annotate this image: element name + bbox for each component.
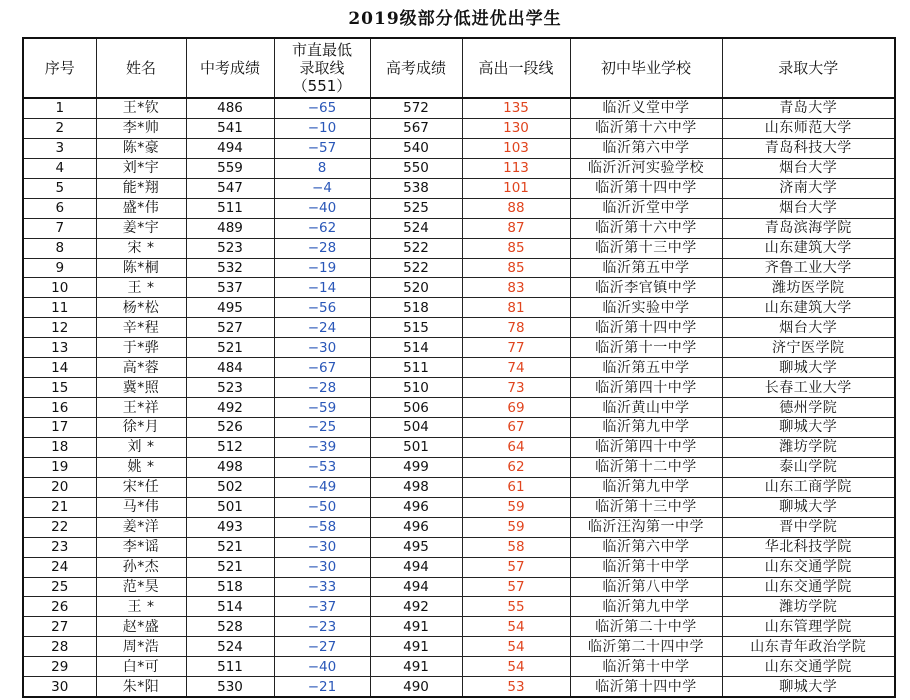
cell-name: 陈*桐 [96, 258, 186, 278]
cell-zhongkao: 486 [186, 98, 274, 118]
cell-no: 10 [23, 278, 96, 298]
cell-zhongkao: 524 [186, 637, 274, 657]
table-row [23, 398, 895, 418]
cell-school: 临沂第十一中学 [570, 338, 722, 358]
cell-diff: −49 [274, 477, 370, 497]
cell-gaokao: 491 [370, 657, 462, 677]
header-row [23, 38, 895, 98]
cell-name: 盛*伟 [96, 198, 186, 218]
cell-zhongkao: 541 [186, 118, 274, 138]
cell-name: 周*浩 [96, 637, 186, 657]
cell-zhongkao: 494 [186, 138, 274, 158]
cell-university: 德州学院 [722, 398, 895, 418]
cell-name: 孙*杰 [96, 557, 186, 577]
cell-diff: −27 [274, 637, 370, 657]
cell-above: 130 [462, 118, 570, 138]
cell-diff: −67 [274, 358, 370, 378]
cell-school: 临沂第八中学 [570, 577, 722, 597]
cell-university: 华北科技学院 [722, 537, 895, 557]
cell-school: 临沂第九中学 [570, 418, 722, 438]
cell-zhongkao: 528 [186, 617, 274, 637]
cell-diff: −21 [274, 677, 370, 697]
cell-university: 潍坊医学院 [722, 278, 895, 298]
cell-no: 16 [23, 398, 96, 418]
cell-school: 临沂第五中学 [570, 258, 722, 278]
cell-university: 长春工业大学 [722, 378, 895, 398]
cell-above: 53 [462, 677, 570, 697]
cell-no: 6 [23, 198, 96, 218]
cell-gaokao: 490 [370, 677, 462, 697]
table-row [23, 437, 895, 457]
cell-zhongkao: 511 [186, 657, 274, 677]
header-gaokao: 高考成绩 [370, 38, 462, 98]
cell-name: 能*翔 [96, 178, 186, 198]
cell-above: 74 [462, 358, 570, 378]
cell-above: 67 [462, 418, 570, 438]
table-row [23, 118, 895, 138]
cell-diff: −53 [274, 457, 370, 477]
cell-university: 山东建筑大学 [722, 238, 895, 258]
cell-above: 113 [462, 158, 570, 178]
table-row [23, 677, 895, 697]
cell-no: 17 [23, 418, 96, 438]
cell-university: 晋中学院 [722, 517, 895, 537]
cell-name: 辛*程 [96, 318, 186, 338]
cell-name: 宋 * [96, 238, 186, 258]
cell-no: 20 [23, 477, 96, 497]
cell-diff: −14 [274, 278, 370, 298]
cell-gaokao: 514 [370, 338, 462, 358]
cell-gaokao: 504 [370, 418, 462, 438]
cell-above: 55 [462, 597, 570, 617]
cell-university: 山东管理学院 [722, 617, 895, 637]
cell-diff: −62 [274, 218, 370, 238]
table-row [23, 298, 895, 318]
cell-school: 临沂第十中学 [570, 657, 722, 677]
cell-no: 9 [23, 258, 96, 278]
cell-above: 54 [462, 617, 570, 637]
cell-no: 15 [23, 378, 96, 398]
cell-zhongkao: 514 [186, 597, 274, 617]
cell-university: 齐鲁工业大学 [722, 258, 895, 278]
cell-gaokao: 550 [370, 158, 462, 178]
cell-above: 87 [462, 218, 570, 238]
header-min-line-1: 市直最低 [291, 41, 352, 59]
cell-university: 聊城大学 [722, 418, 895, 438]
cell-university: 聊城大学 [722, 358, 895, 378]
cell-diff: −40 [274, 198, 370, 218]
cell-diff: −40 [274, 657, 370, 677]
cell-no: 26 [23, 597, 96, 617]
cell-diff: −30 [274, 338, 370, 358]
cell-university: 山东青年政治学院 [722, 637, 895, 657]
cell-university: 山东师范大学 [722, 118, 895, 138]
table-row [23, 338, 895, 358]
header-university: 录取大学 [722, 38, 895, 98]
cell-school: 临沂第六中学 [570, 138, 722, 158]
cell-school: 临沂黄山中学 [570, 398, 722, 418]
header-above: 高出一段线 [462, 38, 570, 98]
cell-no: 25 [23, 577, 96, 597]
table-row [23, 318, 895, 338]
cell-university: 烟台大学 [722, 198, 895, 218]
cell-no: 14 [23, 358, 96, 378]
cell-name: 马*伟 [96, 497, 186, 517]
cell-diff: −30 [274, 537, 370, 557]
table-row [23, 98, 895, 118]
cell-no: 11 [23, 298, 96, 318]
cell-zhongkao: 484 [186, 358, 274, 378]
cell-above: 135 [462, 98, 570, 118]
cell-no: 22 [23, 517, 96, 537]
cell-diff: 8 [274, 158, 370, 178]
cell-diff: −56 [274, 298, 370, 318]
cell-no: 18 [23, 437, 96, 457]
cell-name: 姜*宇 [96, 218, 186, 238]
cell-school: 临沂第六中学 [570, 537, 722, 557]
cell-no: 5 [23, 178, 96, 198]
cell-gaokao: 522 [370, 238, 462, 258]
cell-no: 19 [23, 457, 96, 477]
cell-diff: −65 [274, 98, 370, 118]
table-row [23, 238, 895, 258]
cell-above: 85 [462, 238, 570, 258]
cell-name: 白*可 [96, 657, 186, 677]
cell-school: 临沂第十六中学 [570, 218, 722, 238]
cell-above: 69 [462, 398, 570, 418]
header-school: 初中毕业学校 [570, 38, 722, 98]
cell-university: 青岛科技大学 [722, 138, 895, 158]
cell-gaokao: 499 [370, 457, 462, 477]
cell-zhongkao: 518 [186, 577, 274, 597]
cell-above: 59 [462, 497, 570, 517]
cell-name: 李*谣 [96, 537, 186, 557]
table-row [23, 617, 895, 637]
cell-gaokao: 494 [370, 577, 462, 597]
cell-above: 83 [462, 278, 570, 298]
cell-gaokao: 522 [370, 258, 462, 278]
cell-school: 临沂沂堂中学 [570, 198, 722, 218]
cell-school: 临沂第十三中学 [570, 238, 722, 258]
cell-zhongkao: 492 [186, 398, 274, 418]
cell-name: 姜*洋 [96, 517, 186, 537]
cell-no: 12 [23, 318, 96, 338]
cell-diff: −30 [274, 557, 370, 577]
cell-university: 山东工商学院 [722, 477, 895, 497]
cell-above: 78 [462, 318, 570, 338]
cell-above: 88 [462, 198, 570, 218]
cell-school: 临沂第十六中学 [570, 118, 722, 138]
cell-name: 李*帅 [96, 118, 186, 138]
cell-school: 临沂第四十中学 [570, 378, 722, 398]
cell-school: 临沂第十四中学 [570, 677, 722, 697]
cell-diff: −33 [274, 577, 370, 597]
cell-above: 73 [462, 378, 570, 398]
header-name: 姓名 [96, 38, 186, 98]
cell-no: 8 [23, 238, 96, 258]
cell-above: 85 [462, 258, 570, 278]
cell-above: 101 [462, 178, 570, 198]
cell-name: 于*骅 [96, 338, 186, 358]
cell-name: 冀*照 [96, 378, 186, 398]
cell-zhongkao: 521 [186, 557, 274, 577]
cell-name: 朱*阳 [96, 677, 186, 697]
cell-zhongkao: 511 [186, 198, 274, 218]
cell-school: 临沂第十三中学 [570, 497, 722, 517]
table-row [23, 218, 895, 238]
cell-above: 57 [462, 577, 570, 597]
cell-university: 山东建筑大学 [722, 298, 895, 318]
cell-zhongkao: 501 [186, 497, 274, 517]
cell-diff: −58 [274, 517, 370, 537]
cell-gaokao: 492 [370, 597, 462, 617]
cell-school: 临沂第十四中学 [570, 318, 722, 338]
cell-university: 聊城大学 [722, 497, 895, 517]
cell-gaokao: 496 [370, 497, 462, 517]
cell-no: 7 [23, 218, 96, 238]
cell-diff: −4 [274, 178, 370, 198]
cell-name: 陈*豪 [96, 138, 186, 158]
cell-university: 烟台大学 [722, 158, 895, 178]
cell-above: 77 [462, 338, 570, 358]
cell-diff: −50 [274, 497, 370, 517]
cell-university: 济南大学 [722, 178, 895, 198]
page-title: 2019级部分低进优出学生 [348, 9, 562, 29]
cell-gaokao: 538 [370, 178, 462, 198]
cell-university: 山东交通学院 [722, 577, 895, 597]
cell-university: 泰山学院 [722, 457, 895, 477]
cell-university: 山东交通学院 [722, 557, 895, 577]
cell-zhongkao: 527 [186, 318, 274, 338]
cell-diff: −37 [274, 597, 370, 617]
cell-no: 28 [23, 637, 96, 657]
cell-no: 24 [23, 557, 96, 577]
header-no: 序号 [23, 38, 96, 98]
cell-university: 青岛滨海学院 [722, 218, 895, 238]
cell-school: 临沂义堂中学 [570, 98, 722, 118]
table-row [23, 258, 895, 278]
cell-zhongkao: 493 [186, 517, 274, 537]
cell-no: 2 [23, 118, 96, 138]
cell-above: 54 [462, 637, 570, 657]
cell-school: 临沂第二十四中学 [570, 637, 722, 657]
table-row [23, 178, 895, 198]
cell-no: 3 [23, 138, 96, 158]
cell-school: 临沂沂河实验学校 [570, 158, 722, 178]
cell-above: 64 [462, 437, 570, 457]
cell-diff: −19 [274, 258, 370, 278]
cell-school: 临沂第五中学 [570, 358, 722, 378]
table-row [23, 198, 895, 218]
cell-zhongkao: 495 [186, 298, 274, 318]
cell-name: 范*昊 [96, 577, 186, 597]
table-row [23, 517, 895, 537]
cell-school: 临沂第十二中学 [570, 457, 722, 477]
cell-gaokao: 518 [370, 298, 462, 318]
table-row [23, 577, 895, 597]
table-row [23, 557, 895, 577]
cell-diff: −25 [274, 418, 370, 438]
cell-zhongkao: 559 [186, 158, 274, 178]
cell-gaokao: 510 [370, 378, 462, 398]
cell-gaokao: 511 [370, 358, 462, 378]
header-min-line-3: （551） [292, 77, 352, 95]
cell-gaokao: 525 [370, 198, 462, 218]
cell-gaokao: 524 [370, 218, 462, 238]
cell-zhongkao: 526 [186, 418, 274, 438]
cell-zhongkao: 530 [186, 677, 274, 697]
cell-school: 临沂第九中学 [570, 597, 722, 617]
cell-school: 临沂第十中学 [570, 557, 722, 577]
cell-no: 21 [23, 497, 96, 517]
cell-name: 姚 * [96, 457, 186, 477]
cell-zhongkao: 521 [186, 537, 274, 557]
cell-school: 临沂第九中学 [570, 477, 722, 497]
cell-university: 山东交通学院 [722, 657, 895, 677]
cell-gaokao: 496 [370, 517, 462, 537]
table-row [23, 657, 895, 677]
cell-gaokao: 501 [370, 437, 462, 457]
cell-zhongkao: 523 [186, 238, 274, 258]
table-row [23, 597, 895, 617]
cell-gaokao: 494 [370, 557, 462, 577]
header-min-line [274, 38, 370, 98]
table-row [23, 418, 895, 438]
cell-name: 高*蓉 [96, 358, 186, 378]
cell-above: 58 [462, 537, 570, 557]
cell-above: 57 [462, 557, 570, 577]
cell-university: 潍坊学院 [722, 437, 895, 457]
cell-zhongkao: 512 [186, 437, 274, 457]
cell-gaokao: 491 [370, 637, 462, 657]
cell-university: 青岛大学 [722, 98, 895, 118]
cell-no: 23 [23, 537, 96, 557]
cell-zhongkao: 489 [186, 218, 274, 238]
table-row [23, 358, 895, 378]
cell-gaokao: 498 [370, 477, 462, 497]
cell-school: 临沂实验中学 [570, 298, 722, 318]
table-row [23, 457, 895, 477]
header-zhongkao: 中考成绩 [186, 38, 274, 98]
cell-university: 烟台大学 [722, 318, 895, 338]
cell-school: 临沂第二十中学 [570, 617, 722, 637]
cell-diff: −28 [274, 238, 370, 258]
table-row [23, 278, 895, 298]
cell-above: 103 [462, 138, 570, 158]
cell-name: 刘 * [96, 437, 186, 457]
cell-zhongkao: 547 [186, 178, 274, 198]
cell-name: 杨*松 [96, 298, 186, 318]
cell-name: 王*钦 [96, 98, 186, 118]
cell-school: 临沂第四十中学 [570, 437, 722, 457]
cell-zhongkao: 521 [186, 338, 274, 358]
cell-school: 临沂汪沟第一中学 [570, 517, 722, 537]
cell-diff: −57 [274, 138, 370, 158]
cell-no: 13 [23, 338, 96, 358]
table-row [23, 497, 895, 517]
cell-name: 王 * [96, 597, 186, 617]
table-body [23, 98, 895, 697]
cell-school: 临沂第十四中学 [570, 178, 722, 198]
cell-zhongkao: 498 [186, 457, 274, 477]
table-row [23, 477, 895, 497]
cell-diff: −59 [274, 398, 370, 418]
students-table [22, 37, 896, 698]
cell-gaokao: 491 [370, 617, 462, 637]
cell-above: 59 [462, 517, 570, 537]
cell-name: 徐*月 [96, 418, 186, 438]
cell-above: 81 [462, 298, 570, 318]
cell-no: 1 [23, 98, 96, 118]
cell-name: 王*祥 [96, 398, 186, 418]
cell-gaokao: 520 [370, 278, 462, 298]
cell-gaokao: 506 [370, 398, 462, 418]
cell-gaokao: 540 [370, 138, 462, 158]
cell-name: 刘*宇 [96, 158, 186, 178]
cell-zhongkao: 502 [186, 477, 274, 497]
cell-above: 61 [462, 477, 570, 497]
table-row [23, 138, 895, 158]
cell-name: 赵*盛 [96, 617, 186, 637]
cell-above: 54 [462, 657, 570, 677]
cell-diff: −39 [274, 437, 370, 457]
header-min-line-2: 录取线 [299, 59, 345, 77]
cell-name: 王 * [96, 278, 186, 298]
cell-no: 29 [23, 657, 96, 677]
cell-zhongkao: 532 [186, 258, 274, 278]
cell-gaokao: 495 [370, 537, 462, 557]
table-row [23, 158, 895, 178]
cell-no: 30 [23, 677, 96, 697]
cell-diff: −28 [274, 378, 370, 398]
cell-university: 聊城大学 [722, 677, 895, 697]
cell-no: 4 [23, 158, 96, 178]
cell-diff: −10 [274, 118, 370, 138]
cell-university: 潍坊学院 [722, 597, 895, 617]
cell-school: 临沂李官镇中学 [570, 278, 722, 298]
cell-above: 62 [462, 457, 570, 477]
cell-diff: −23 [274, 617, 370, 637]
cell-zhongkao: 537 [186, 278, 274, 298]
cell-no: 27 [23, 617, 96, 637]
cell-zhongkao: 523 [186, 378, 274, 398]
cell-gaokao: 572 [370, 98, 462, 118]
table-row [23, 637, 895, 657]
table-row [23, 378, 895, 398]
cell-gaokao: 567 [370, 118, 462, 138]
table-row [23, 537, 895, 557]
cell-university: 济宁医学院 [722, 338, 895, 358]
cell-name: 宋*任 [96, 477, 186, 497]
cell-gaokao: 515 [370, 318, 462, 338]
cell-diff: −24 [274, 318, 370, 338]
